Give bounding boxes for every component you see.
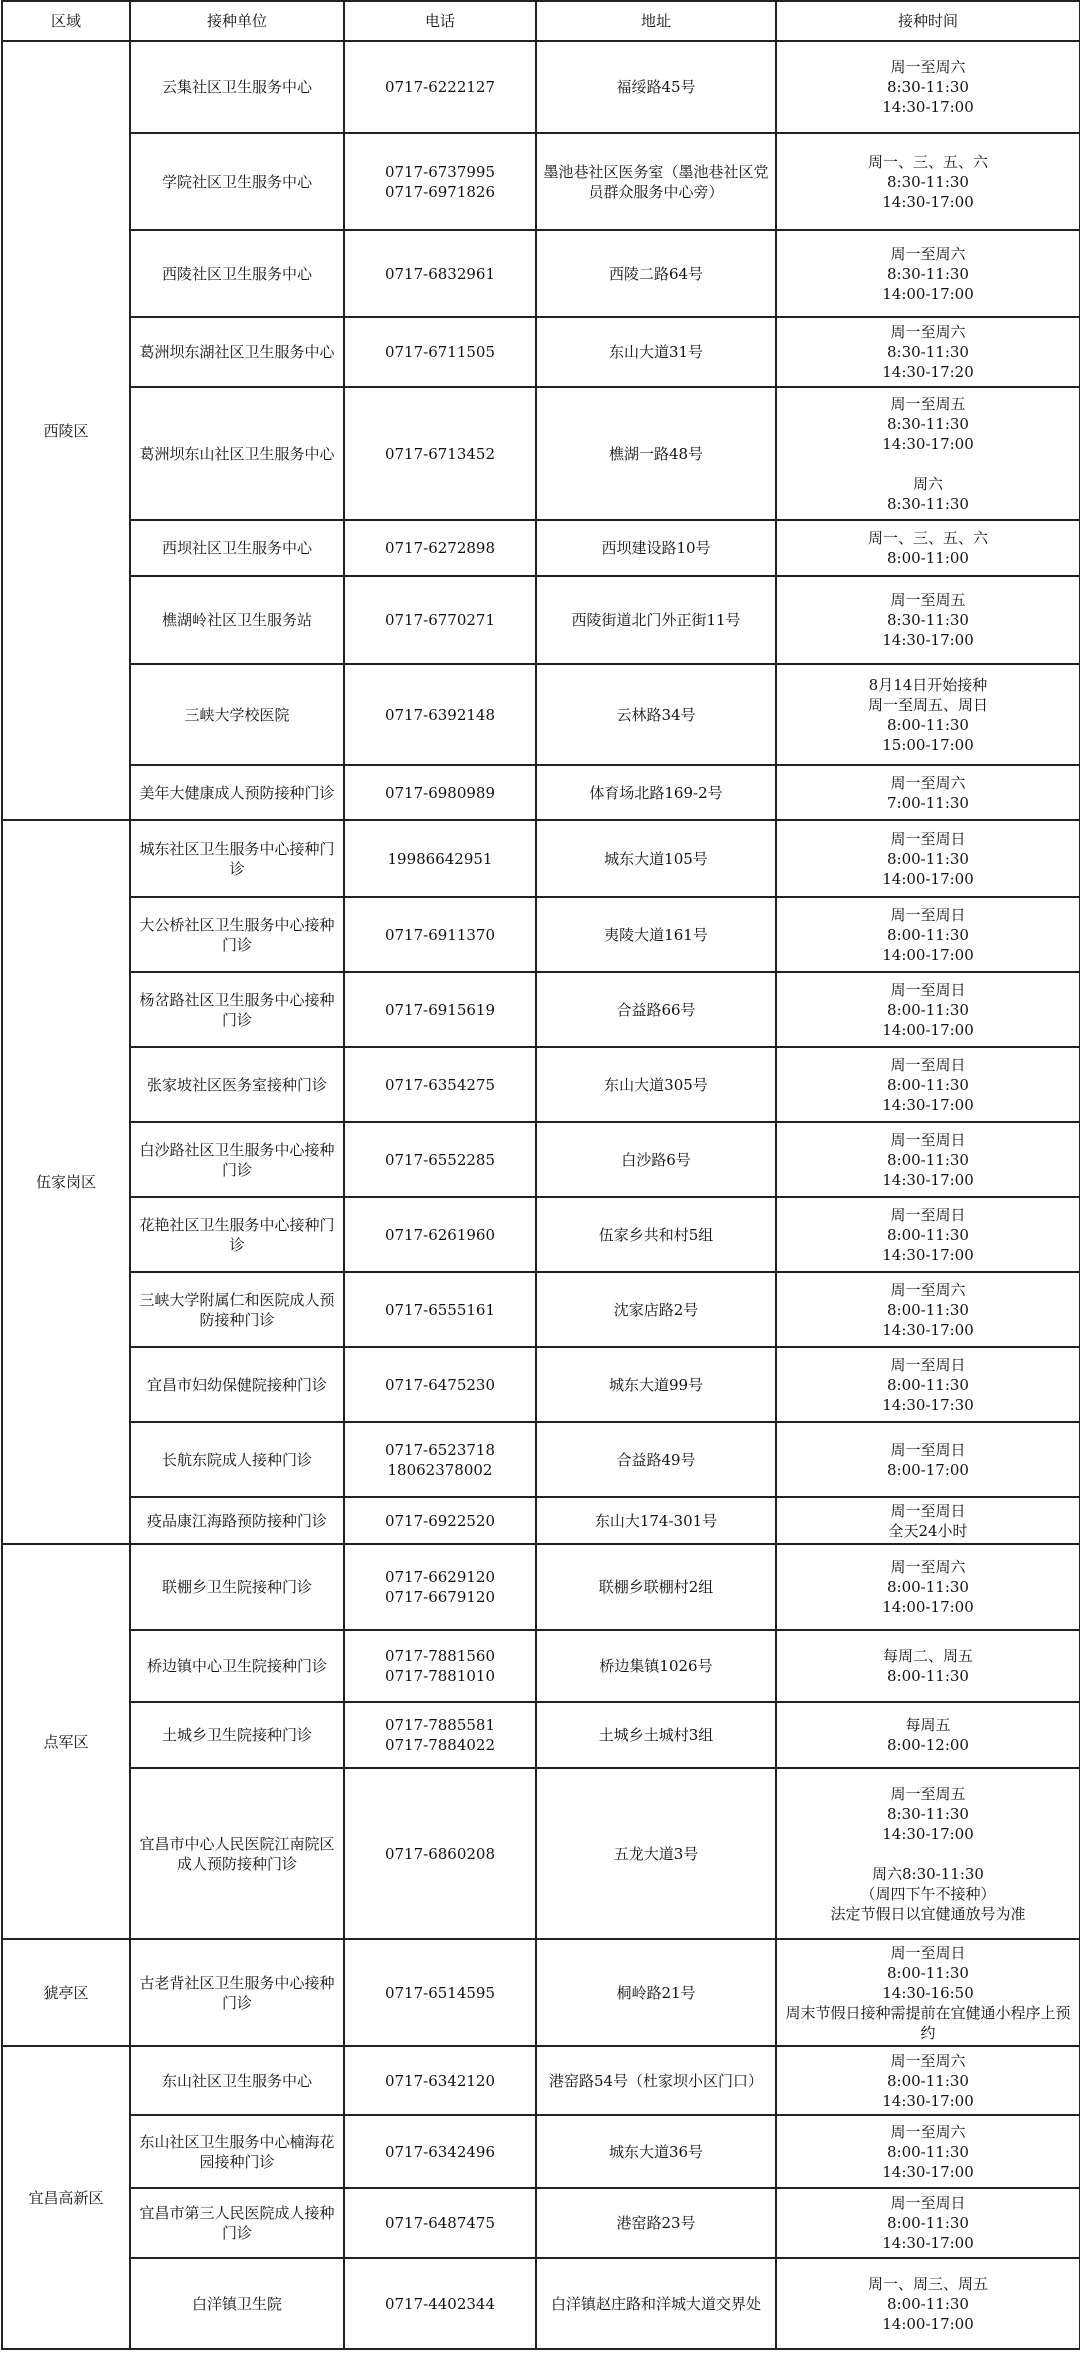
phone-number: 0717-6832961: [384, 264, 496, 283]
table-row: [2, 387, 1080, 520]
time-line: 周一至周五: [890, 591, 966, 609]
phone-number: 0717-6342496: [384, 2142, 496, 2161]
time-cell: [776, 41, 1080, 133]
phone-number: 18062378002: [387, 1460, 493, 1479]
phone-number: 0717-7881010: [384, 1667, 496, 1685]
phone-cell: [344, 1768, 536, 1939]
table-row: [2, 2115, 1080, 2188]
time-line: 周一至周六: [890, 323, 966, 341]
time-line: 14:00-17:00: [882, 284, 974, 303]
phone-number: 0717-6770271: [384, 611, 496, 629]
time-line: 周一至周日: [890, 1055, 966, 1074]
time-line: 14:30-17:00: [882, 1245, 974, 1264]
address-cell: 福绥路45号: [536, 41, 776, 133]
time-line: 周六8:30-11:30: [872, 1864, 984, 1883]
table-row: [2, 1630, 1080, 1702]
address-cell: 樵湖一路48号: [536, 387, 776, 520]
phone-cell: [344, 820, 536, 897]
time-line: 周一、三、五、六: [867, 529, 988, 547]
unit-cell: 西陵社区卫生服务中心: [130, 230, 344, 317]
phone-number: 0717-7885581: [384, 1716, 496, 1734]
time-line: 14:30-17:00: [882, 1170, 974, 1189]
time-cell: [776, 1768, 1080, 1939]
unit-cell: 土城乡卫生院接种门诊: [130, 1702, 344, 1768]
address-cell: 白沙路6号: [536, 1122, 776, 1197]
time-line: 周一至周六: [890, 2051, 966, 2070]
phone-cell: [344, 1272, 536, 1347]
time-line: 8:00-11:30: [887, 1578, 969, 1596]
phone-cell: [344, 1047, 536, 1122]
phone-number: 0717-6679120: [384, 1588, 496, 1606]
time-line: 14:30-17:00: [882, 1320, 974, 1339]
time-line: 8:30-11:30: [887, 414, 969, 433]
unit-cell: 三峡大学附属仁和医院成人预防接种门诊: [130, 1272, 344, 1347]
time-cell: [776, 576, 1080, 664]
address-cell: 联棚乡联棚村2组: [536, 1544, 776, 1630]
phone-number: 0717-6261960: [384, 1225, 496, 1244]
table-body: [2, 41, 1080, 2349]
time-line: 8:00-11:00: [887, 549, 969, 567]
district-cell: 西陵区: [2, 41, 130, 820]
phone-cell: [344, 230, 536, 317]
table-row: [2, 1047, 1080, 1122]
time-line: 周一至周日: [890, 980, 966, 999]
time-line: 法定节假日以宜健通放号为准: [830, 1904, 1026, 1923]
time-line: 7:00-11:30: [887, 793, 969, 812]
time-line: 周一至周日: [890, 2194, 966, 2212]
phone-cell: [344, 972, 536, 1047]
address-cell: 西陵街道北门外正街11号: [536, 576, 776, 664]
phone-number: 0717-6552285: [384, 1150, 496, 1169]
time-line: 周一至周日: [890, 1501, 966, 1520]
time-line: 8:30-11:30: [887, 343, 969, 361]
phone-number: 0717-6523718: [384, 1440, 496, 1459]
vaccination-sites-table: [1, 0, 1080, 2350]
time-line: 全天24小时: [888, 1521, 968, 1540]
time-cell: [776, 820, 1080, 897]
table-row: [2, 230, 1080, 317]
phone-number: 0717-6354275: [384, 1075, 496, 1094]
address-cell: 西坝建设路10号: [536, 520, 776, 576]
time-line: 8:00-11:30: [887, 2294, 969, 2313]
time-line: 8月14日开始接种: [868, 675, 988, 694]
time-cell: [776, 765, 1080, 820]
time-cell: [776, 317, 1080, 387]
table-row: [2, 1272, 1080, 1347]
table-row: [2, 41, 1080, 133]
phone-cell: [344, 1630, 536, 1702]
time-line: 周一、周三、周五: [867, 2274, 988, 2293]
phone-cell: [344, 1197, 536, 1272]
table-row: [2, 1122, 1080, 1197]
unit-cell: 城东社区卫生服务中心接种门诊: [130, 820, 344, 897]
time-line: 8:00-11:30: [887, 1375, 969, 1394]
address-cell: 城东大道105号: [536, 820, 776, 897]
table-row: [2, 820, 1080, 897]
time-line: 周一至周日: [890, 1440, 966, 1459]
address-cell: 城东大道99号: [536, 1347, 776, 1422]
table-row: [2, 1702, 1080, 1768]
time-line: 周一至周五、周日: [867, 695, 988, 714]
time-line: 8:00-11:30: [887, 925, 969, 944]
time-cell: [776, 1347, 1080, 1422]
table-row: [2, 1497, 1080, 1544]
time-line: 14:30-17:00: [882, 98, 974, 116]
phone-number: 0717-7881560: [384, 1647, 496, 1665]
phone-number: 0717-6922520: [384, 1511, 496, 1530]
time-line: 周一至周六: [890, 1558, 966, 1576]
unit-cell: 杨岔路社区卫生服务中心接种门诊: [130, 972, 344, 1047]
phone-number: 19986642951: [387, 849, 493, 868]
time-line: 周一至周日: [890, 1130, 966, 1149]
unit-cell: 三峡大学校医院: [130, 664, 344, 765]
phone-cell: [344, 1347, 536, 1422]
unit-cell: 葛洲坝东山社区卫生服务中心: [130, 387, 344, 520]
time-line: 14:30-17:00: [882, 2234, 974, 2252]
time-cell: [776, 1497, 1080, 1544]
time-line: 14:00-17:00: [882, 1020, 974, 1039]
phone-number: 0717-6272898: [384, 539, 496, 557]
time-line: 周一至周六: [890, 1280, 966, 1299]
time-line: 14:30-17:20: [882, 363, 974, 381]
address-cell: 合益路49号: [536, 1422, 776, 1497]
time-cell: [776, 1630, 1080, 1702]
unit-cell: 古老背社区卫生服务中心接种门诊: [130, 1939, 344, 2046]
time-line: 14:30-17:00: [882, 1095, 974, 1114]
time-cell: [776, 2046, 1080, 2115]
phone-cell: [344, 897, 536, 972]
time-spacer: [783, 454, 1073, 474]
time-line: 8:30-11:30: [887, 611, 969, 629]
address-cell: 港窑路23号: [536, 2188, 776, 2258]
time-line: 14:00-17:00: [882, 2314, 974, 2333]
table-row: [2, 1197, 1080, 1272]
time-line: 周一至周日: [890, 905, 966, 924]
phone-number: 0717-6487475: [384, 2214, 496, 2232]
time-line: 14:30-16:50: [882, 1983, 974, 2002]
unit-cell: 美年大健康成人预防接种门诊: [130, 765, 344, 820]
time-cell: [776, 520, 1080, 576]
time-line: 14:30-17:00: [882, 631, 974, 649]
phone-cell: [344, 520, 536, 576]
time-line: 周末节假日接种需提前在宜健通小程序上预约: [785, 2003, 1071, 2042]
table-row: [2, 520, 1080, 576]
district-cell: 猇亭区: [2, 1939, 130, 2046]
phone-cell: [344, 1939, 536, 2046]
table-row: [2, 576, 1080, 664]
unit-cell: 东山社区卫生服务中心: [130, 2046, 344, 2115]
table-row: [2, 1939, 1080, 2046]
address-cell: 云林路34号: [536, 664, 776, 765]
address-cell: 港窑路54号（杜家坝小区门口）: [536, 2046, 776, 2115]
time-line: 8:00-12:00: [887, 1736, 969, 1754]
phone-number: 0717-6911370: [384, 925, 496, 944]
header-time: 接种时间: [776, 1, 1080, 41]
time-line: 8:00-11:30: [887, 1225, 969, 1244]
address-cell: 墨池巷社区医务室（墨池巷社区党员群众服务中心旁）: [536, 133, 776, 230]
phone-cell: [344, 1702, 536, 1768]
district-cell: 伍家岗区: [2, 820, 130, 1544]
time-line: 周一至周五: [890, 394, 966, 413]
phone-number: 0717-6860208: [384, 1844, 496, 1863]
time-cell: [776, 2115, 1080, 2188]
time-line: 8:00-11:30: [887, 1667, 969, 1685]
time-line: 周一至周六: [890, 773, 966, 792]
phone-cell: [344, 576, 536, 664]
address-cell: 东山大174-301号: [536, 1497, 776, 1544]
table-row: [2, 2046, 1080, 2115]
time-line: 周一至周五: [890, 1784, 966, 1803]
time-line: 14:30-17:00: [882, 434, 974, 453]
table-row: [2, 972, 1080, 1047]
phone-cell: [344, 387, 536, 520]
time-line: 8:00-11:30: [887, 1963, 969, 1982]
phone-cell: [344, 41, 536, 133]
time-cell: [776, 1122, 1080, 1197]
phone-cell: [344, 2046, 536, 2115]
phone-cell: [344, 765, 536, 820]
time-line: 14:00-17:00: [882, 1598, 974, 1616]
time-line: 14:30-17:30: [882, 1395, 974, 1414]
table-row: [2, 133, 1080, 230]
time-line: 每周五: [905, 1716, 951, 1734]
time-cell: [776, 1272, 1080, 1347]
time-line: 8:00-11:30: [887, 1075, 969, 1094]
phone-number: 0717-6713452: [384, 444, 496, 463]
time-line: 8:00-17:00: [887, 1460, 969, 1479]
address-cell: 西陵二路64号: [536, 230, 776, 317]
phone-number: 0717-4402344: [384, 2294, 496, 2313]
time-line: 8:30-11:30: [887, 1804, 969, 1823]
time-cell: [776, 1702, 1080, 1768]
unit-cell: 花艳社区卫生服务中心接种门诊: [130, 1197, 344, 1272]
table-row: [2, 765, 1080, 820]
time-line: 周六: [912, 474, 943, 493]
unit-cell: 宜昌市第三人民医院成人接种门诊: [130, 2188, 344, 2258]
address-cell: 东山大道31号: [536, 317, 776, 387]
time-line: 周一至周六: [890, 58, 966, 76]
unit-cell: 西坝社区卫生服务中心: [130, 520, 344, 576]
time-cell: [776, 230, 1080, 317]
time-line: 周一、三、五、六: [867, 152, 988, 171]
table-row: [2, 2258, 1080, 2349]
phone-number: 0717-6629120: [384, 1568, 496, 1586]
time-cell: [776, 1197, 1080, 1272]
time-line: 周一至周日: [890, 1355, 966, 1374]
unit-cell: 长航东院成人接种门诊: [130, 1422, 344, 1497]
phone-number: 0717-6711505: [384, 343, 496, 361]
time-line: 8:00-11:30: [887, 1150, 969, 1169]
address-cell: 桥边集镇1026号: [536, 1630, 776, 1702]
time-line: 14:30-17:00: [882, 2091, 974, 2110]
time-line: 周一至周六: [890, 2122, 966, 2141]
unit-cell: 葛洲坝东湖社区卫生服务中心: [130, 317, 344, 387]
phone-number: 0717-6514595: [384, 1983, 496, 2002]
time-line: 8:00-11:30: [887, 849, 969, 868]
header-district: 区域: [2, 1, 130, 41]
header-address: 地址: [536, 1, 776, 41]
time-line: 14:00-17:00: [882, 945, 974, 964]
time-line: 8:30-11:30: [887, 172, 969, 191]
time-line: 15:00-17:00: [882, 735, 974, 754]
phone-cell: [344, 1122, 536, 1197]
unit-cell: 学院社区卫生服务中心: [130, 133, 344, 230]
phone-number: 0717-7884022: [384, 1736, 496, 1754]
unit-cell: 联棚乡卫生院接种门诊: [130, 1544, 344, 1630]
time-line: 周一至周日: [890, 829, 966, 848]
address-cell: 城东大道36号: [536, 2115, 776, 2188]
time-cell: [776, 972, 1080, 1047]
time-cell: [776, 897, 1080, 972]
time-line: 8:00-11:30: [887, 2142, 969, 2161]
district-cell: 点军区: [2, 1544, 130, 1939]
phone-cell: [344, 317, 536, 387]
time-cell: [776, 133, 1080, 230]
address-cell: 桐岭路21号: [536, 1939, 776, 2046]
time-line: 14:00-17:00: [882, 869, 974, 888]
table-row: [2, 317, 1080, 387]
phone-number: 0717-6475230: [384, 1375, 496, 1394]
table-row: [2, 2188, 1080, 2258]
time-line: 14:30-17:00: [882, 2162, 974, 2181]
time-line: 周一至周日: [890, 1943, 966, 1962]
phone-number: 0717-6980989: [384, 783, 496, 802]
address-cell: 五龙大道3号: [536, 1768, 776, 1939]
time-line: 8:00-11:30: [887, 1300, 969, 1319]
table-row: [2, 664, 1080, 765]
phone-number: 0717-6392148: [384, 705, 496, 724]
unit-cell: 云集社区卫生服务中心: [130, 41, 344, 133]
phone-number: 0717-6222127: [384, 78, 496, 96]
phone-cell: [344, 1497, 536, 1544]
time-cell: [776, 1047, 1080, 1122]
unit-cell: 张家坡社区医务室接种门诊: [130, 1047, 344, 1122]
time-line: 周一至周六: [890, 244, 966, 263]
time-line: 每周二、周五: [882, 1647, 973, 1665]
time-line: 周一至周日: [890, 1205, 966, 1224]
phone-number: 0717-6737995: [384, 162, 496, 181]
time-line: 14:30-17:00: [882, 192, 974, 211]
phone-number: 0717-6971826: [384, 182, 496, 201]
unit-cell: 宜昌市妇幼保健院接种门诊: [130, 1347, 344, 1422]
address-cell: 夷陵大道161号: [536, 897, 776, 972]
address-cell: 白洋镇赵庄路和洋城大道交界处: [536, 2258, 776, 2349]
time-cell: [776, 664, 1080, 765]
phone-cell: [344, 1544, 536, 1630]
table-row: [2, 1422, 1080, 1497]
time-cell: [776, 1544, 1080, 1630]
time-cell: [776, 1939, 1080, 2046]
unit-cell: 樵湖岭社区卫生服务站: [130, 576, 344, 664]
header-unit: 接种单位: [130, 1, 344, 41]
time-line: 8:30-11:30: [887, 264, 969, 283]
unit-cell: 东山社区卫生服务中心楠海花园接种门诊: [130, 2115, 344, 2188]
time-line: 8:00-11:30: [887, 2214, 969, 2232]
table-row: [2, 1768, 1080, 1939]
phone-cell: [344, 664, 536, 765]
table-row: [2, 1347, 1080, 1422]
time-line: 8:00-11:30: [887, 715, 969, 734]
phone-cell: [344, 2115, 536, 2188]
time-cell: [776, 1422, 1080, 1497]
header-row: [2, 1, 1080, 41]
time-line: 8:30-11:30: [887, 78, 969, 96]
phone-number: 0717-6555161: [384, 1300, 496, 1319]
time-line: 8:30-11:30: [887, 494, 969, 513]
table-row: [2, 1544, 1080, 1630]
time-line: 8:00-11:30: [887, 1000, 969, 1019]
phone-cell: [344, 133, 536, 230]
unit-cell: 白沙路社区卫生服务中心接种门诊: [130, 1122, 344, 1197]
address-cell: 体育场北路169-2号: [536, 765, 776, 820]
header-phone: 电话: [344, 1, 536, 41]
time-line: 8:00-11:30: [887, 2071, 969, 2090]
unit-cell: 白洋镇卫生院: [130, 2258, 344, 2349]
time-cell: [776, 2258, 1080, 2349]
unit-cell: 宜昌市中心人民医院江南院区成人预防接种门诊: [130, 1768, 344, 1939]
address-cell: 沈家店路2号: [536, 1272, 776, 1347]
phone-cell: [344, 2258, 536, 2349]
phone-number: 0717-6342120: [384, 2071, 496, 2090]
phone-cell: [344, 2188, 536, 2258]
time-line: （周四下午不接种）: [860, 1884, 996, 1903]
district-cell: 宜昌高新区: [2, 2046, 130, 2349]
address-cell: 土城乡土城村3组: [536, 1702, 776, 1768]
unit-cell: 大公桥社区卫生服务中心接种门诊: [130, 897, 344, 972]
time-cell: [776, 2188, 1080, 2258]
time-spacer: [783, 1844, 1073, 1864]
address-cell: 东山大道305号: [536, 1047, 776, 1122]
address-cell: 伍家乡共和村5组: [536, 1197, 776, 1272]
address-cell: 合益路66号: [536, 972, 776, 1047]
time-cell: [776, 387, 1080, 520]
phone-number: 0717-6915619: [384, 1000, 496, 1019]
unit-cell: 桥边镇中心卫生院接种门诊: [130, 1630, 344, 1702]
unit-cell: 疫品康江海路预防接种门诊: [130, 1497, 344, 1544]
time-line: 14:30-17:00: [882, 1824, 974, 1843]
phone-cell: [344, 1422, 536, 1497]
table-row: [2, 897, 1080, 972]
